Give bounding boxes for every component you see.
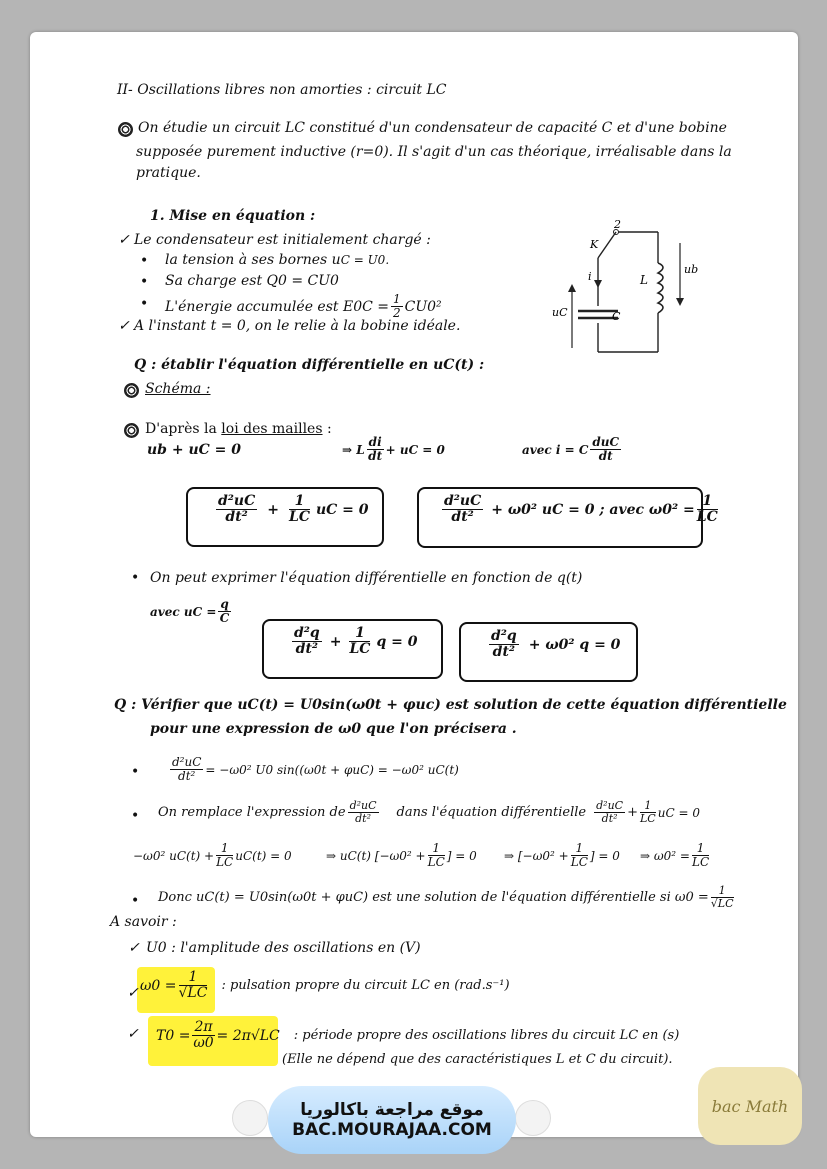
- know-2: ω0 = $\frac{1}{√LC}$ : pulsation propre du circuit LC en (rad.s⁻¹): [140, 969, 510, 1002]
- eq-chain-d: ⇒ ω0² = $\frac{1}{LC}$: [640, 841, 710, 870]
- eq-derivative: $\frac{\text{d²uC}}{\text{dt²}}$ = −ω0² U0 sin((ω0t + φuC) = −ω0² uC(t): [172, 755, 459, 784]
- footer-arabic: موقع مراجعة باكالوريا: [300, 1100, 484, 1120]
- bullet-dot-icon: •: [131, 808, 140, 824]
- check1-text: Le condensateur est initialement chargé :: [134, 232, 431, 248]
- footer-site[interactable]: BAC.MOURAJAA.COM: [292, 1120, 492, 1140]
- eq-current: avec i = C $\frac{\text{duC}}{dt}$: [522, 435, 620, 464]
- label-c: C: [612, 310, 621, 323]
- label-2: 2: [614, 218, 621, 231]
- question-2-line-2: pour une expression de ω0 que l'on précisera .: [150, 721, 517, 737]
- label-l: L: [640, 273, 648, 287]
- intro-line-2: supposée purement inductive (r=0). Il s'agit d'un cas théorique, irréalisable dans la: [136, 144, 732, 160]
- eq-avec-q: avec uC = $\frac{q}{C}$: [150, 597, 230, 626]
- footer-banner[interactable]: [268, 1086, 516, 1154]
- right-logo-icon: [515, 1100, 551, 1136]
- check-icon: ✓: [127, 1026, 139, 1042]
- flower-bullet-icon: [124, 383, 139, 398]
- intro-line-1: On étudie un circuit LC constitué d'un condensateur de capacité C et d'une bobine: [138, 120, 727, 136]
- mailles-text: D'après la loi des mailles :: [145, 421, 332, 437]
- know-1: U0 : l'amplitude des oscillations en (V): [146, 940, 421, 956]
- bullet-q-text: On peut exprimer l'équation différentielle en fonction de q(t): [150, 570, 583, 586]
- bullet-dot-icon: •: [140, 274, 149, 290]
- section1-heading: 1. Mise en équation :: [150, 208, 316, 224]
- label-ub: ub: [684, 263, 699, 276]
- eq-mailles-2: ⇒ L $\frac{di}{dt}$ + uC = 0: [342, 435, 445, 464]
- bullet2-text: Sa charge est Q0 = CU0: [165, 273, 339, 289]
- label-k: K: [590, 238, 599, 251]
- flower-bullet-icon: [124, 423, 139, 438]
- donc-line: Donc uC(t) = U0sin(ω0t + φuC) est une solution de l'équation différentielle si ω0 = $\frac{1}{√LC}$: [158, 884, 734, 911]
- bullet3-text: L'énergie accumulée est E0C = $\frac{1}{2}$ CU0²: [165, 292, 442, 321]
- left-logo-icon: [232, 1100, 268, 1136]
- know-3: T0 = $\frac{2\pi}{\omega 0}$ = 2π√LC : période propre des oscillations libres du circuit LC en (s): [156, 1019, 680, 1052]
- schema-label: Schéma :: [145, 381, 211, 397]
- bullet-dot-icon: •: [131, 764, 140, 780]
- check-icon: ✓: [118, 232, 130, 248]
- bullet-dot-icon: •: [140, 296, 149, 312]
- label-uc: uC: [552, 306, 568, 319]
- check2-text: A l'instant t = 0, on le relie à la bobine idéale.: [134, 318, 461, 334]
- check-icon: ✓: [118, 318, 130, 334]
- check-icon: ✓: [127, 985, 139, 1001]
- intro-line-3: pratique.: [136, 165, 201, 181]
- check-icon: ✓: [128, 940, 140, 956]
- remplace-line: On remplace l'expression de $\frac{\text{d²uC}}{\text{dt²}}$ dans l'équation différentielle $\frac{\text{d²uC}}{\text{dt²}}$ + $\frac{1}{LC}$ uC = 0: [158, 799, 700, 826]
- bac-math-badge: bac Math: [698, 1067, 802, 1145]
- eq-chain-b: ⇒ uC(t) [−ω0² + $\frac{1}{LC}$ ] = 0: [326, 841, 477, 870]
- eq-box-1: $\frac{\text{d²uC}}{\text{dt²}}$ + $\frac{1}{LC}$ uC = 0: [218, 493, 369, 526]
- eq-box-4: $\frac{\text{d²q}}{\text{dt²}}$ + ω0² q = 0: [491, 628, 621, 661]
- bullet-dot-icon: •: [131, 893, 140, 909]
- bullet-dot-icon: •: [131, 570, 140, 586]
- know-3-line-2: (Elle ne dépend que des caractéristiques L et C du circuit).: [282, 1052, 673, 1067]
- lc-circuit-diagram: [548, 218, 708, 358]
- eq-box-3: $\frac{\text{d²q}}{\text{dt²}}$ + $\frac{1}{LC}$ q = 0: [294, 625, 418, 658]
- eq-box-2: $\frac{\text{d²uC}}{\text{dt²}}$ + ω0² uC = 0 ; avec ω0² = $\frac{1}{LC}$: [444, 493, 718, 526]
- question-2-line-1: Q : Vérifier que uC(t) = U0sin(ω0t + φuc) est solution de cette équation différentielle: [114, 697, 787, 713]
- bullet-dot-icon: •: [140, 253, 149, 269]
- section-title: II- Oscillations libres non amorties : circuit LC: [117, 82, 447, 98]
- bullet1-text: la tension à ses bornes uC = U0.: [165, 252, 390, 268]
- eq-chain-c: ⇒ [−ω0² + $\frac{1}{LC}$ ] = 0: [504, 841, 620, 870]
- eq-chain-a: −ω0² uC(t) + $\frac{1}{LC}$ uC(t) = 0: [133, 841, 292, 870]
- question-1: Q : établir l'équation différentielle en uC(t) :: [134, 357, 485, 373]
- eq-mailles-1: ub + uC = 0: [147, 442, 241, 458]
- a-savoir: A savoir :: [110, 914, 177, 930]
- label-i: i: [588, 270, 592, 283]
- flower-bullet-icon: [118, 122, 133, 137]
